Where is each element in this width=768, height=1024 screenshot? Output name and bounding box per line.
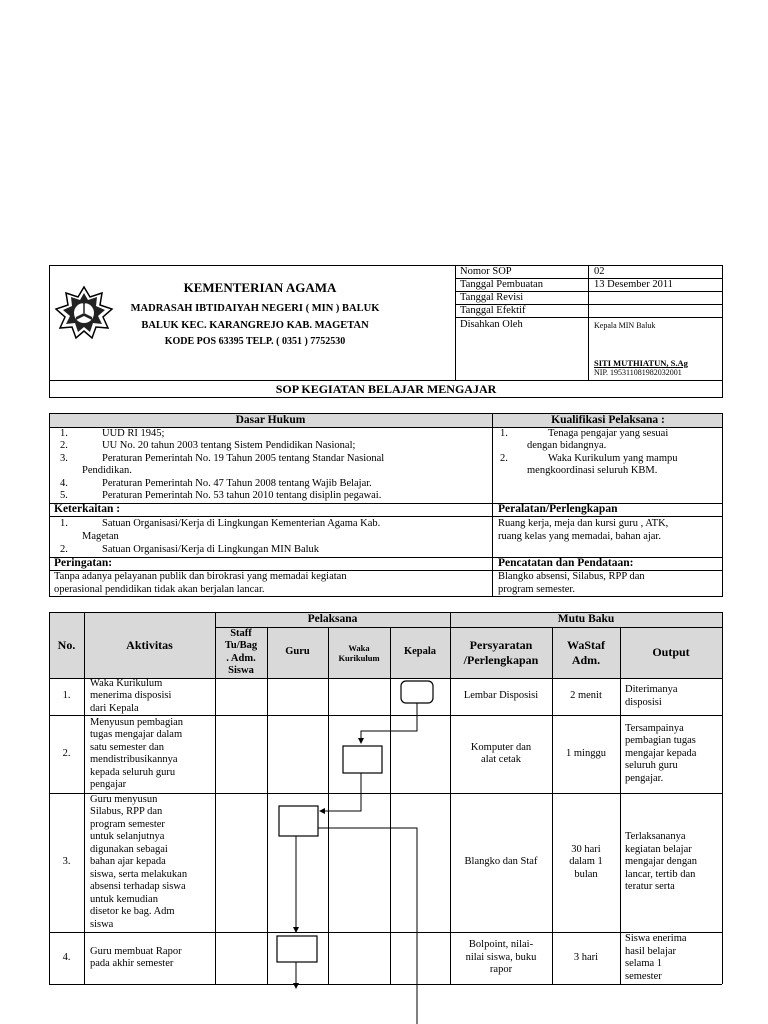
tanggal-efektif-label: Tanggal Efektif (460, 305, 526, 316)
kualifikasi-item: Waka Kurikulum yang mampu (548, 453, 678, 464)
row-no: 3. (62, 856, 71, 868)
kualifikasi-item-cont: mengkoordinasi seluruh KBM. (527, 465, 658, 476)
dasar-hukum-item-cont: Pendidikan. (82, 465, 132, 476)
nomor-sop-value: 02 (594, 266, 605, 277)
row-persyaratan: Komputer dan alat cetak (470, 741, 532, 765)
row-waktu: 1 minggu (566, 747, 606, 759)
signer-role: Kepala MIN Baluk (594, 321, 656, 330)
row-output: Tersampainya pembagian tugas mengajar kepada seluruh guru pengajar. (625, 722, 697, 784)
header-output: Output (652, 645, 690, 660)
keterkaitan-num: 2. (60, 544, 68, 555)
header-staff: Staff Tu/Bag . Adm. Siswa (224, 627, 258, 676)
dasar-hukum-num: 3. (60, 453, 68, 464)
peringatan-title: Peringatan: (54, 557, 113, 569)
school-name: MADRASAH IBTIDAIYAH NEGERI ( MIN ) BALUK (130, 303, 380, 314)
dasar-hukum-item: Peraturan Pemerintah No. 47 Tahun 2008 tentang Wajib Belajar. (102, 478, 372, 489)
header-waktu: WaStaf Adm. (566, 637, 605, 667)
header-guru: Guru (285, 646, 310, 658)
flow-connector (320, 773, 361, 811)
school-postal: KODE POS 63395 TELP. ( 0351 ) 7752530 (164, 336, 346, 347)
header-no: No. (57, 637, 76, 652)
flow-process-waka (343, 746, 382, 773)
row-aktivitas: Waka Kurikulum menerima disposisi dari Kepala (90, 677, 172, 714)
row-waktu: 3 hari (573, 951, 599, 963)
ministry-name: KEMENTERIAN AGAMA (183, 280, 337, 295)
pencatatan-title: Pencatatan dan Pendataan: (498, 557, 634, 569)
school-address: BALUK KEC. KARANGREJO KAB. MAGETAN (141, 320, 369, 331)
flow-process-rapor (277, 936, 317, 962)
kualifikasi-title: Kualifikasi Pelaksana : (551, 414, 665, 426)
row-output: Terlaksananya kegiatan belajar mengajar dengan lancar, tertib dan teratur serta (625, 831, 698, 893)
keterkaitan-item: Satuan Organisasi/Kerja di Lingkungan Kementerian Agama Kab. (102, 518, 381, 529)
keterkaitan-item: Satuan Organisasi/Kerja di Lingkungan MIN Baluk (102, 544, 320, 555)
flow-process-guru (279, 806, 318, 836)
nomor-sop-label: Nomor SOP (460, 266, 512, 277)
pencatatan-line: program semester. (498, 584, 575, 595)
kualifikasi-item: Tenaga pengajar yang sesuai (548, 428, 669, 439)
dasar-hukum-num: 2. (60, 440, 68, 451)
header-persyaratan: Persyaratan /Perlengkapan (463, 637, 539, 667)
row-persyaratan: Bolpoint, nilai- nilai siswa, buku rapor (465, 939, 537, 976)
keterkaitan-title: Keterkaitan : (54, 503, 121, 515)
row-output: Siswa enerima hasil belajar selama 1 semester (625, 933, 687, 982)
dasar-hukum-num: 5. (60, 490, 68, 501)
row-no: 2. (62, 747, 71, 759)
row-aktivitas: Guru membuat Rapor pada akhir semester (90, 945, 182, 969)
row-persyaratan: Blangko dan Staf (464, 856, 538, 868)
flow-start-terminator (401, 681, 433, 703)
keterkaitan-num: 1. (60, 518, 68, 529)
dasar-hukum-item: UU No. 20 tahun 2003 tentang Sistem Pendidikan Nasional; (102, 440, 356, 451)
tanggal-revisi-label: Tanggal Revisi (460, 292, 524, 303)
tanggal-pembuatan-value: 13 Desember 2011 (594, 279, 673, 290)
row-persyaratan: Lembar Disposisi (463, 690, 539, 702)
row-no: 1. (62, 690, 71, 702)
dasar-hukum-item: UUD RI 1945; (102, 428, 165, 439)
header-pelaksana: Pelaksana (307, 613, 358, 626)
signer-name: SITI MUTHIATUN, S.Ag (594, 358, 688, 368)
row-waktu: 2 menit (570, 690, 602, 702)
header-kepala: Kepala (403, 646, 437, 658)
row-aktivitas: Guru menyusun Silabus, RPP dan program semester untuk selanjutnya digunakan sebagai bahan ajar kepada siswa, serta melakukan absensi terhadap siswa untuk kemudian disetor ke bag. Adm siswa (90, 793, 188, 930)
row-waktu: 30 hari dalam 1 bulan (569, 843, 603, 880)
flow-connector (318, 828, 417, 1024)
header-waka-kurikulum: Waka Kurikulum (338, 642, 380, 663)
dasar-hukum-title: Dasar Hukum (235, 414, 306, 426)
tanggal-pembuatan-label: Tanggal Pembuatan (460, 279, 543, 290)
peralatan-line: ruang kelas yang memadai, bahan ajar. (498, 531, 661, 542)
kualifikasi-item-cont: dengan bidangnya. (527, 440, 607, 451)
kualifikasi-num: 2. (500, 453, 508, 464)
dasar-hukum-item: Peraturan Pemerintah No. 53 tahun 2010 tentang disiplin pegawai. (102, 490, 382, 501)
header-mutu-baku: Mutu Baku (557, 613, 615, 626)
peringatan-line: operasional pendidikan tidak akan berjalan lancar. (54, 584, 265, 595)
disahkan-oleh-label: Disahkan Oleh (460, 319, 523, 330)
row-output: Diterimanya disposisi (625, 684, 678, 708)
keterkaitan-item-cont: Magetan (82, 531, 119, 542)
pencatatan-line: Blangko absensi, Silabus, RPP dan (498, 571, 645, 582)
signer-nip: NIP. 195311081982032001 (594, 368, 682, 377)
dasar-hukum-num: 1. (60, 428, 68, 439)
peralatan-line: Ruang kerja, meja dan kursi guru , ATK, (498, 518, 669, 529)
kualifikasi-num: 1. (500, 428, 508, 439)
dasar-hukum-num: 4. (60, 478, 68, 489)
header-aktivitas: Aktivitas (126, 637, 173, 652)
row-aktivitas: Menyusun pembagian tugas mengajar dalam satu semester dan mendistribusikannya kepada seluruh guru pengajar (90, 716, 184, 790)
row-no: 4. (62, 951, 71, 963)
peringatan-line: Tanpa adanya pelayanan publik dan birokrasi yang memadai kegiatan (54, 571, 347, 582)
peralatan-title: Peralatan/Perlengkapan (498, 503, 618, 515)
sop-title: SOP KEGIATAN BELAJAR MENGAJAR (275, 382, 497, 396)
dasar-hukum-item: Peraturan Pemerintah No. 19 Tahun 2005 tentang Standar Nasional (102, 453, 385, 464)
flow-connector (361, 703, 417, 743)
